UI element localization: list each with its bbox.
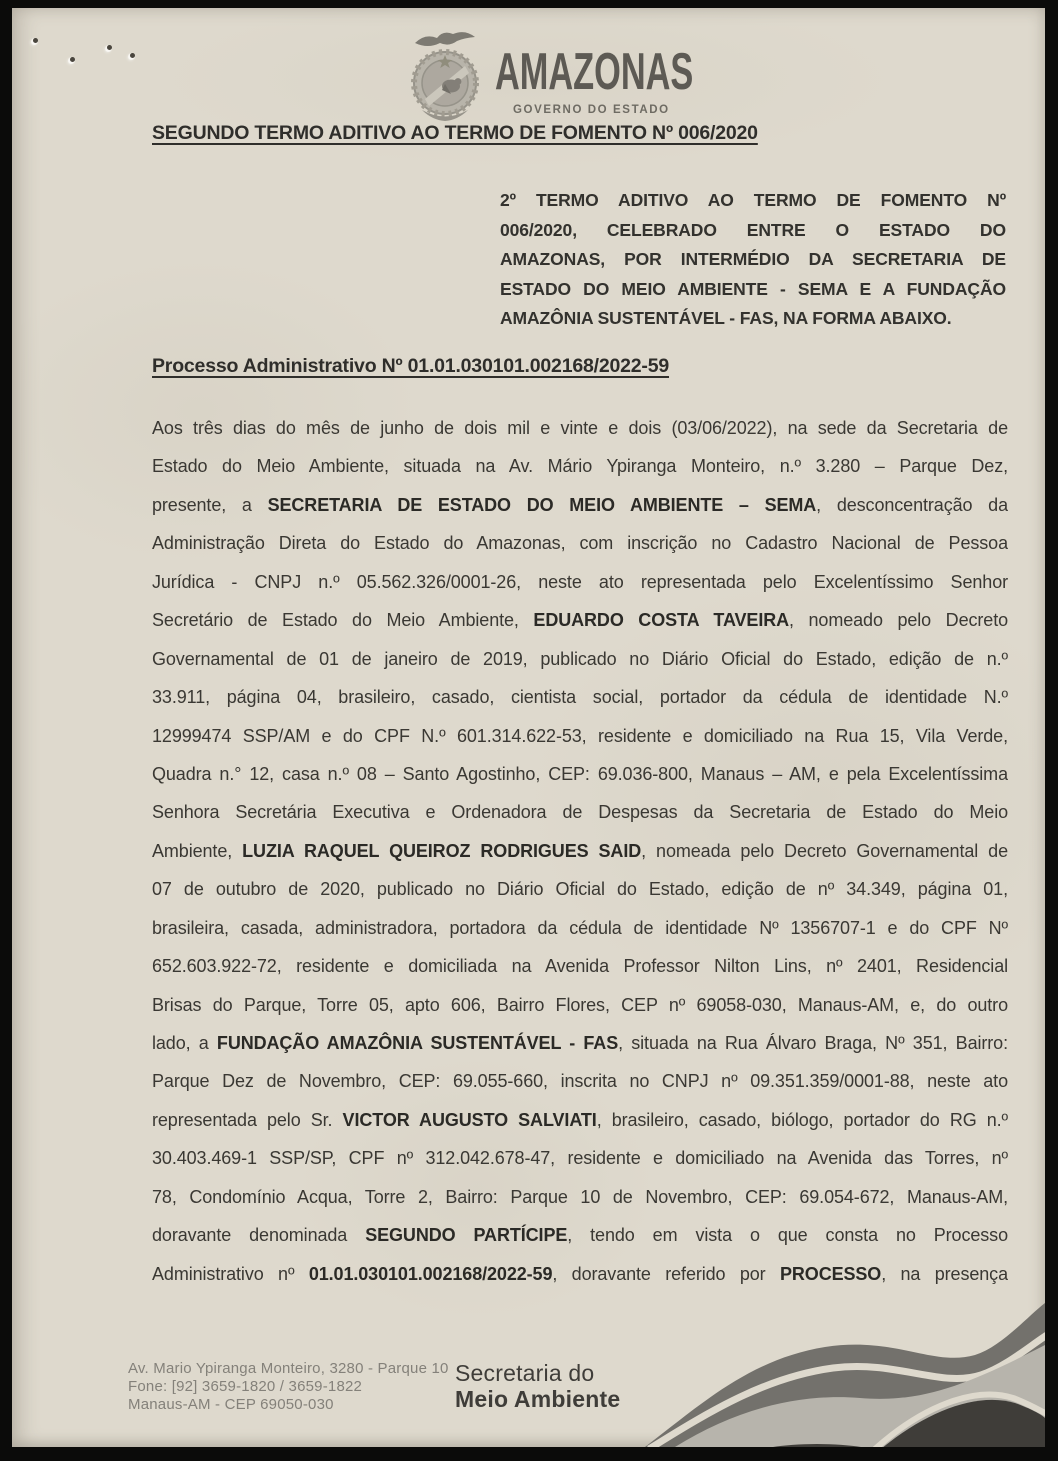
preamble-line: 006/2020, CELEBRADO ENTRE O ESTADO DO — [500, 219, 1006, 240]
preamble-line: 2º TERMO ADITIVO AO TERMO DE FOMENTO Nº — [500, 190, 1006, 210]
amazonas-logo — [403, 26, 703, 126]
staple-hole — [107, 45, 112, 50]
preamble-line: ESTADO DO MEIO AMBIENTE - SEMA E A FUNDAÇÃO — [500, 278, 1006, 299]
body-line: Administração Direta do Estado do Amazonas, com inscrição no Cadastro Nacional de Pessoa — [152, 533, 1008, 554]
body-line: presente, a SECRETARIA DE ESTADO DO MEIO AMBIENTE – SEMA, desconcentração da — [152, 494, 1008, 515]
preamble-paragraph — [500, 186, 1006, 334]
body-line: Estado do Meio Ambiente, situada na Av. Mário Ypiranga Monteiro, n.º 3.280 – Parque Dez, — [152, 456, 1008, 477]
footer-address-line: Av. Mario Ypiranga Monteiro, 3280 - Parque 10 — [128, 1360, 449, 1377]
footer-org-name — [455, 1360, 620, 1412]
body-line: 78, Condomínio Acqua, Torre 2, Bairro: Parque 10 de Novembro, CEP: 69.054-672, Manaus-AM, — [152, 1186, 1008, 1207]
body-line: 652.603.922-72, residente e domiciliada na Avenida Professor Nilton Lins, nº 2401, Residencial — [152, 956, 1008, 977]
body-line: Parque Dez de Novembro, CEP: 69.055-660, inscrita no CNPJ nº 09.351.359/0001-88, neste ato — [152, 1071, 1008, 1092]
footer-address-line: Fone: [92] 3659-1820 / 3659-1822 — [128, 1378, 363, 1395]
footer-address — [128, 1360, 449, 1414]
body-line: lado, a FUNDAÇÃO AMAZÔNIA SUSTENTÁVEL - FAS, situada na Rua Álvaro Braga, Nº 351, Bairro: — [152, 1033, 1008, 1053]
staple-hole — [70, 57, 75, 62]
body-line: 12999474 SSP/AM e do CPF N.º 601.314.622-53, residente e domiciliado na Rua 15, Vila Verde, — [152, 725, 1008, 746]
staple-hole — [130, 53, 135, 58]
body-line: Secretário de Estado do Meio Ambiente, EDUARDO COSTA TAVEIRA, nomeado pelo Decreto — [152, 610, 1008, 631]
body-line: 07 de outubro de 2020, publicado no Diário Oficial do Estado, edição de nº 34.349, página 01, — [152, 879, 1008, 900]
footer-address-line: Manaus-AM - CEP 69050-030 — [128, 1396, 334, 1413]
body-line: Governamental de 01 de janeiro de 2019, publicado no Diário Oficial do Estado, edição de n.º — [152, 648, 1008, 669]
footer-org-line2: Meio Ambiente — [455, 1386, 621, 1412]
body-line: Quadra n.° 12, casa n.º 08 – Santo Agostinho, CEP: 69.036-800, Manaus – AM, e pela Excelentíssima — [152, 763, 1008, 784]
body-line: 30.403.469-1 SSP/SP, CPF nº 312.042.678-47, residente e domiciliado na Avenida das Torres, nº — [152, 1148, 1008, 1169]
body-line: Jurídica - CNPJ n.º 05.562.326/0001-26, neste ato representada pelo Excelentíssimo Senhor — [152, 571, 1008, 592]
body-line: Brisas do Parque, Torre 05, apto 606, Bairro Flores, CEP nº 69058-030, Manaus-AM, e, do outro — [152, 994, 1008, 1015]
body-line: Administrativo nº 01.01.030101.002168/2022-59, doravante referido por PROCESSO, na presença — [152, 1263, 1008, 1284]
body-paragraph — [152, 409, 1008, 1293]
footer-org-line1: Secretaria do — [455, 1360, 595, 1386]
body-line: representada pelo Sr. VICTOR AUGUSTO SALVIATI, brasileiro, casado, biólogo, portador do RG n.º — [152, 1109, 1008, 1130]
logo-wordmark: AMAZONAS — [495, 43, 694, 101]
body-line: Ambiente, LUZIA RAQUEL QUEIROZ RODRIGUES SAID, nomeada pelo Decreto Governamental de — [152, 840, 1008, 861]
body-line: brasileira, casada, administradora, portadora da cédula de identidade Nº 1356707-1 e do CPF Nº — [152, 917, 1008, 938]
body-line: 33.911, página 04, brasileiro, casado, cientista social, portador da cédula de identidade N.º — [152, 687, 1008, 708]
process-number-heading: Processo Administrativo Nº 01.01.030101.002168/2022-59 — [152, 355, 670, 377]
amazonas-coat-of-arms-icon — [403, 28, 487, 124]
body-line: Aos três dias do mês de junho de dois mil e vinte e dois (03/06/2022), na sede da Secretaria de — [152, 418, 1008, 438]
document-title: SEGUNDO TERMO ADITIVO AO TERMO DE FOMENTO Nº 006/2020 — [152, 122, 758, 144]
document-page — [12, 8, 1045, 1447]
body-line: Senhora Secretária Executiva e Ordenadora de Despesas da Secretaria de Estado do Meio — [152, 802, 1008, 823]
staple-hole — [33, 38, 38, 43]
logo-subtitle: GOVERNO DO ESTADO — [513, 104, 670, 116]
body-line: doravante denominada SEGUNDO PARTÍCIPE, tendo em vista o que consta no Processo — [152, 1225, 1008, 1246]
wave-graphic-icon — [645, 1287, 1045, 1447]
preamble-line: AMAZÔNIA SUSTENTÁVEL - FAS, NA FORMA ABAIXO. — [500, 308, 952, 329]
preamble-line: AMAZONAS, POR INTERMÉDIO DA SECRETARIA DE — [500, 249, 1006, 270]
